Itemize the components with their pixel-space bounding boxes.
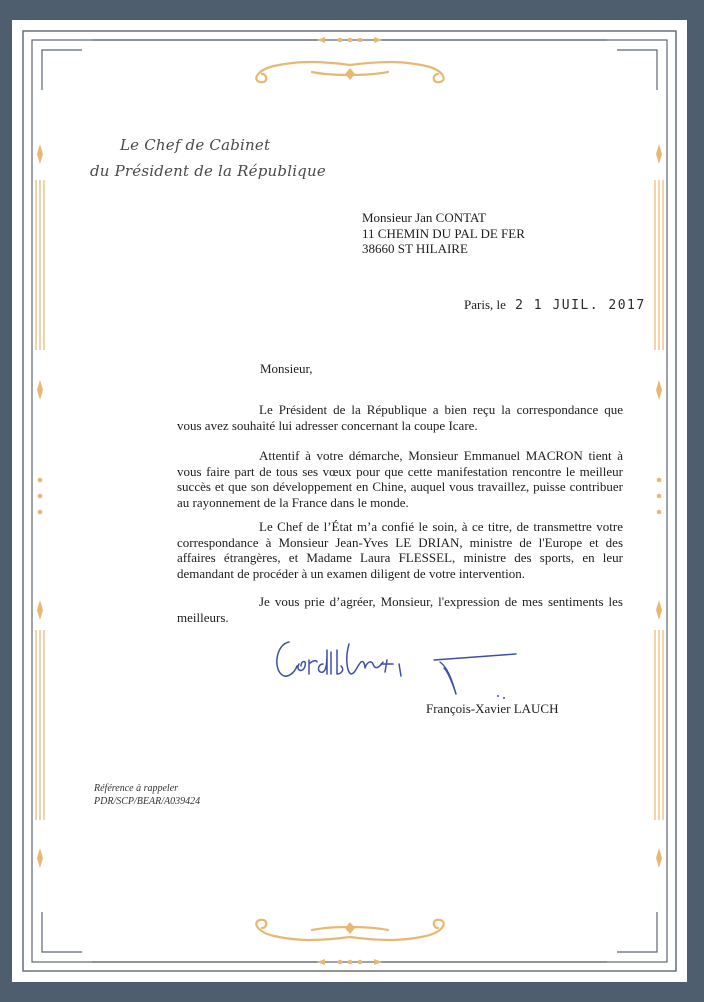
reference-code: PDR/SCP/BEAR/A039424 [94, 796, 201, 807]
handwritten-note-signature [267, 630, 407, 690]
date-line [464, 297, 646, 313]
body-paragraph-1: Le Président de la République a bien reçu la correspondance que vous avez souhaité lui adresser concernant la coupe Icare. [177, 402, 623, 433]
letter-page [12, 20, 687, 982]
salutation: Monsieur, [260, 361, 313, 376]
date-place: Paris, le [464, 297, 506, 312]
date-stamp: 2 1 JUIL. 2017 [515, 298, 646, 313]
reference-block [94, 782, 200, 808]
letterhead-title: Le Chef de Cabinet [120, 136, 271, 154]
letterhead-subtitle: du Président de la République [90, 162, 326, 180]
body-paragraph-2: Attentif à votre démarche, Monsieur Emmanuel MACRON tient à vous faire part de tous ses vœux pour que cette manifestation rencontre le meilleur succès et que son développement en Chine, auquel vous travaillez, puisse contribuer au rayonnement de la France dans le monde. [177, 448, 623, 510]
signer-signature [430, 648, 540, 704]
recipient-name: Monsieur Jan CONTAT [362, 210, 486, 225]
body-paragraph-4: Je vous prie d’agréer, Monsieur, l'expression de mes sentiments les meilleurs. [177, 594, 623, 625]
letterhead [90, 132, 326, 184]
recipient-city: 38660 ST HILAIRE [362, 241, 468, 256]
signer-name: François-Xavier LAUCH [426, 701, 559, 716]
body-paragraph-3: Le Chef de l’État m’a confié le soin, à ce titre, de transmettre votre correspondance à Monsieur Jean-Yves LE DRIAN, ministre de l'Europe et des affaires étrangères, et Madame Laura FLESSEL, ministre des sports, en leur demandant de procéder à un examen diligent de votre intervention. [177, 519, 623, 581]
reference-label: Référence à rappeler [94, 783, 179, 794]
recipient-address [362, 210, 525, 257]
recipient-street: 11 CHEMIN DU PAL DE FER [362, 225, 525, 241]
